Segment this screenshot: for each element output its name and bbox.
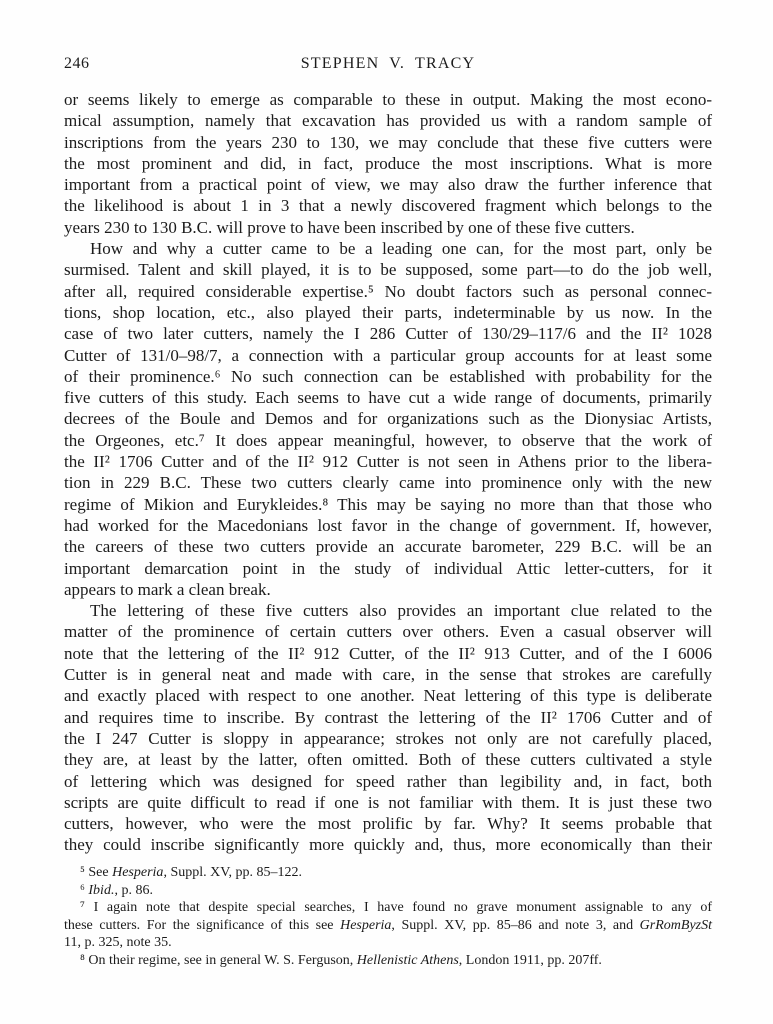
text-line: Cutter is in general neat and made with care, in the sense that strokes are carefully (64, 665, 712, 685)
text-line: the likelihood is about 1 in 3 that a newly discovered fragment which belongs to the (64, 196, 712, 216)
text-line: surmised. Talent and skill played, it is to be supposed, some part—to do the job well, (64, 260, 712, 280)
text-line: of their prominence.⁶ No such connection can be established with probability for the (64, 366, 712, 386)
text-line: important demarcation point in the study of individual Attic letter-cutters, for it (64, 558, 712, 578)
text-line: cutters, however, who were the most prolific by far. Why? It seems probable that (64, 814, 712, 834)
text-line: or seems likely to emerge as comparable to these in output. Making the most econo- (64, 90, 712, 109)
text-line: matter of the prominence of certain cutters over others. Even a casual observer will (64, 622, 712, 642)
text-line: note that the lettering of the II² 912 Cutter, of the II² 913 Cutter, and of the I 6006 (64, 643, 712, 663)
text-line: Cutter of 131/0–98/7, a connection with a particular group accounts for at least some (64, 345, 712, 365)
page-number: 246 (64, 55, 90, 72)
text-line: important from a practical point of view, we may also draw the further inference that (64, 175, 712, 195)
footnote-line: ⁸ On their regime, see in general W. S. Ferguson, Hellenistic Athens, London 1911, pp. 207ff. (80, 952, 602, 968)
text-line: the II² 1706 Cutter and of the II² 912 Cutter is not seen in Athens prior to the libera- (64, 452, 712, 472)
text-line: the Orgeones, etc.⁷ It does appear meaningful, however, to observe that the work of (64, 430, 712, 450)
page-header (64, 55, 712, 75)
text-line: the careers of these two cutters provide an accurate barometer, 229 B.C. will be an (64, 537, 712, 557)
footnote-line: these cutters. For the significance of this see Hesperia, Suppl. XV, pp. 85–86 and note 3, and GrRomByzSt (64, 917, 712, 933)
text-line: decrees of the Boule and Demos and for organizations such as the Dionysiac Artists, (64, 409, 712, 429)
text-line: years 230 to 130 B.C. will prove to have been inscribed by one of these five cutters. (64, 217, 635, 237)
footnote-line: ⁷ I again note that despite special searches, I have found no grave monument assignable to any of (80, 900, 712, 916)
text-line: The lettering of these five cutters also provides an important clue related to the (90, 601, 712, 621)
paragraph (64, 238, 712, 600)
text-line: the I 247 Cutter is sloppy in appearance; strokes not only are not carefully placed, (64, 728, 712, 748)
text-line: five cutters of this study. Each seems to have cut a wide range of documents, primarily (64, 388, 712, 408)
text-line: of lettering which was designed for speed rather than legibility and, in fact, both (64, 771, 712, 791)
text-line: scripts are quite difficult to read if one is not familiar with them. It is just these two (64, 792, 712, 812)
text-line: case of two later cutters, namely the I 286 Cutter of 130/29–117/6 and the II² 1028 (64, 324, 712, 344)
footnote-line: ⁵ See Hesperia, Suppl. XV, pp. 85–122. (80, 865, 303, 880)
paragraph (64, 89, 712, 238)
text-line: inscriptions from the years 230 to 130, we may conclude that these five cutters were (64, 132, 712, 152)
text-line: and exactly placed with respect to one another. Neat lettering of this type is deliberate (64, 686, 712, 706)
running-title: STEPHEN V. TRACY (300, 55, 476, 72)
text-line: they are, at least by the latter, often omitted. Both of these cutters cultivated a style (64, 750, 712, 770)
text-line: had worked for the Macedonians lost favor in the change of government. If, however, (64, 515, 712, 535)
footnote-line: ⁶ Ibid., p. 86. (80, 882, 153, 898)
text-line: and requires time to inscribe. By contrast the lettering of the II² 1706 Cutter and of (64, 707, 712, 727)
text-line: appears to mark a clean break. (64, 579, 271, 599)
footnote-line: 11, p. 325, note 35. (64, 935, 172, 951)
text-line: after all, required considerable expertise.⁵ No doubt factors such as personal connec- (64, 281, 712, 301)
text-line: How and why a cutter came to be a leading one can, for the most part, only be (90, 239, 712, 259)
text-line: tion in 229 B.C. These two cutters clearly came into prominence only with the new (64, 473, 712, 493)
text-line: regime of Mikion and Eurykleides.⁸ This may be saying no more than that those who (64, 494, 712, 514)
text-line: tions, shop location, etc., also played their parts, indeterminable by us now. In the (64, 302, 712, 322)
text-line: mical assumption, namely that excavation has provided us with a random sample of (64, 111, 712, 131)
text-line: the most prominent and did, in fact, produce the most inscriptions. What is more (64, 153, 712, 173)
body-text (64, 89, 712, 856)
paragraph (64, 600, 712, 856)
text-line: they could inscribe significantly more quickly and, thus, more economically than their (64, 835, 712, 855)
footnotes-section (64, 864, 712, 970)
